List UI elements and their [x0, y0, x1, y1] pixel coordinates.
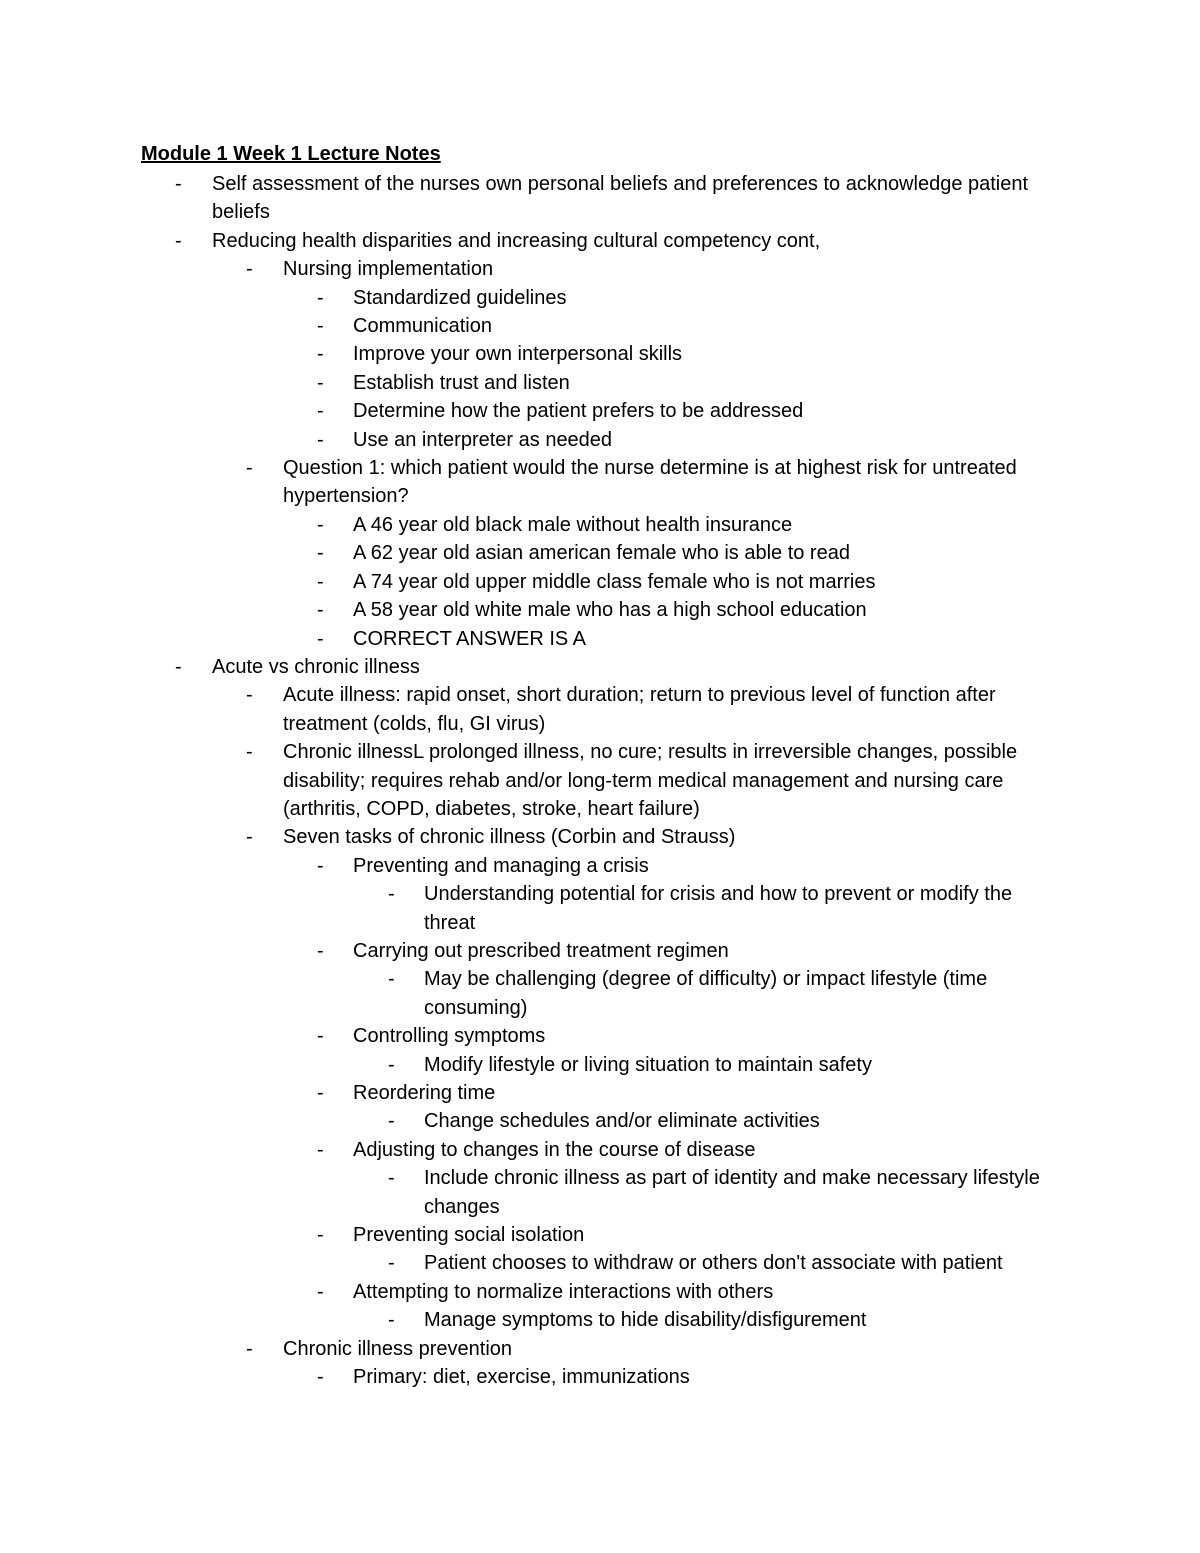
list-item-text: Controlling symptoms [353, 1025, 546, 1048]
list-item-text: Patient chooses to withdraw or others don't associate with patient [424, 1252, 1003, 1275]
list-item-text: Preventing and managing a crisis [353, 854, 649, 877]
list-item-text: Communication [353, 315, 492, 338]
bullet-dash: - [317, 570, 324, 593]
list-item-text: Primary: diet, exercise, immunizations [353, 1366, 690, 1389]
list-item [0, 937, 1200, 965]
list-item [0, 681, 1200, 738]
bullet-dash: - [317, 1224, 324, 1247]
bullet-dash: - [388, 1252, 395, 1275]
list-item [0, 397, 1200, 425]
list-item-text: Understanding potential for crisis and how to prevent or modify the threat [424, 883, 1013, 934]
bullet-dash: - [317, 343, 324, 366]
bullet-dash: - [317, 627, 324, 650]
bullet-dash: - [317, 400, 324, 423]
bullet-dash: - [388, 1167, 395, 1190]
list-item [0, 1136, 1200, 1164]
list-item [0, 1335, 1200, 1363]
page-title: Module 1 Week 1 Lecture Notes [141, 143, 441, 165]
list-item [0, 1079, 1200, 1107]
list-item-text: Self assessment of the nurses own personal beliefs and preferences to acknowledge patient beliefs [212, 173, 1029, 224]
list-item [0, 284, 1200, 312]
bullet-dash: - [317, 1366, 324, 1389]
list-item-text: Include chronic illness as part of identity and make necessary lifestyle changes [424, 1167, 1040, 1218]
list-item [0, 852, 1200, 880]
list-item-text: Adjusting to changes in the course of disease [353, 1138, 756, 1161]
bullet-dash: - [175, 229, 182, 252]
list-item-text: Manage symptoms to hide disability/disfigurement [424, 1309, 867, 1332]
list-item-text: Chronic illness prevention [283, 1337, 513, 1360]
list-item-text: Preventing social isolation [353, 1224, 585, 1247]
list-item-text: Acute vs chronic illness [212, 655, 420, 678]
bullet-dash: - [388, 1110, 395, 1133]
list-item [0, 965, 1200, 1022]
list-item [0, 625, 1200, 653]
bullet-dash: - [317, 1138, 324, 1161]
bullet-dash: - [246, 741, 253, 764]
list-item-text: Establish trust and listen [353, 371, 570, 394]
bullet-dash: - [317, 599, 324, 622]
bullet-dash: - [317, 1280, 324, 1303]
bullet-dash: - [388, 968, 395, 991]
list-item [0, 511, 1200, 539]
bullet-dash: - [317, 542, 324, 565]
bullet-dash: - [388, 883, 395, 906]
list-item-text: Reordering time [353, 1082, 496, 1104]
list-item [0, 1306, 1200, 1334]
list-item [0, 340, 1200, 368]
list-item [0, 1278, 1200, 1306]
bullet-dash: - [388, 1309, 395, 1332]
list-item [0, 170, 1200, 227]
list-item [0, 596, 1200, 624]
list-item-text: May be challenging (degree of difficulty) or impact lifestyle (time consuming) [424, 968, 988, 1019]
list-item [0, 255, 1200, 283]
list-item-text: Acute illness: rapid onset, short duration; return to previous level of function after treatment (colds, flu, GI virus) [283, 684, 996, 735]
bullet-dash: - [317, 854, 324, 877]
list-item [0, 1051, 1200, 1079]
list-item [0, 653, 1200, 681]
bullet-dash: - [317, 1082, 324, 1104]
bullet-dash: - [317, 286, 324, 309]
bullet-dash: - [246, 457, 253, 480]
list-item-text: Determine how the patient prefers to be addressed [353, 400, 804, 423]
bullet-dash: - [246, 1337, 253, 1360]
list-item-text: Chronic illnessL prolonged illness, no cure; results in irreversible changes, possible disability; requires rehab and/or long-term medical management and nursing care (arthritis, COPD, diabetes, stroke, heart failure) [283, 741, 1018, 820]
list-item-text: Carrying out prescribed treatment regimen [353, 939, 729, 962]
list-item-text: Reducing health disparities and increasing cultural competency cont, [212, 229, 821, 252]
notes-list [0, 170, 1200, 1391]
list-item-text: Change schedules and/or eliminate activities [424, 1110, 820, 1133]
list-item-text: A 46 year old black male without health insurance [353, 513, 793, 536]
bullet-dash: - [317, 1025, 324, 1048]
list-item [0, 227, 1200, 255]
bullet-dash: - [317, 315, 324, 338]
list-item [0, 1249, 1200, 1277]
list-item-text: Attempting to normalize interactions with others [353, 1280, 774, 1303]
list-item [0, 738, 1200, 823]
list-item [0, 823, 1200, 851]
bullet-dash: - [246, 684, 253, 707]
bullet-dash: - [317, 428, 324, 451]
bullet-dash: - [175, 173, 182, 195]
bullet-dash: - [317, 371, 324, 394]
list-item [0, 539, 1200, 567]
list-item-text: A 58 year old white male who has a high school education [353, 599, 867, 622]
list-item-text: Use an interpreter as needed [353, 428, 613, 451]
list-item [0, 426, 1200, 454]
bullet-dash: - [246, 258, 253, 281]
list-item-text: CORRECT ANSWER IS A [353, 627, 587, 650]
list-item [0, 1107, 1200, 1135]
bullet-dash: - [317, 939, 324, 962]
list-item [0, 1022, 1200, 1050]
list-item [0, 454, 1200, 511]
list-item [0, 880, 1200, 937]
bullet-dash: - [175, 655, 182, 678]
list-item-text: A 74 year old upper middle class female who is not marries [353, 570, 876, 593]
bullet-dash: - [317, 513, 324, 536]
bullet-dash: - [388, 1053, 395, 1076]
list-item-text: Improve your own interpersonal skills [353, 343, 683, 366]
list-item-text: A 62 year old asian american female who is able to read [353, 542, 850, 565]
bullet-dash: - [246, 826, 253, 849]
list-item [0, 312, 1200, 340]
list-item [0, 369, 1200, 397]
list-item-text: Nursing implementation [283, 258, 494, 281]
list-item-text: Seven tasks of chronic illness (Corbin and Strauss) [283, 826, 736, 849]
list-item [0, 568, 1200, 596]
list-item-text: Modify lifestyle or living situation to maintain safety [424, 1053, 872, 1076]
list-item [0, 1164, 1200, 1221]
list-item [0, 1363, 1200, 1391]
list-item-text: Standardized guidelines [353, 286, 567, 309]
list-item [0, 1221, 1200, 1249]
list-item-text: Question 1: which patient would the nurse determine is at highest risk for untreated hypertension? [283, 457, 1017, 508]
